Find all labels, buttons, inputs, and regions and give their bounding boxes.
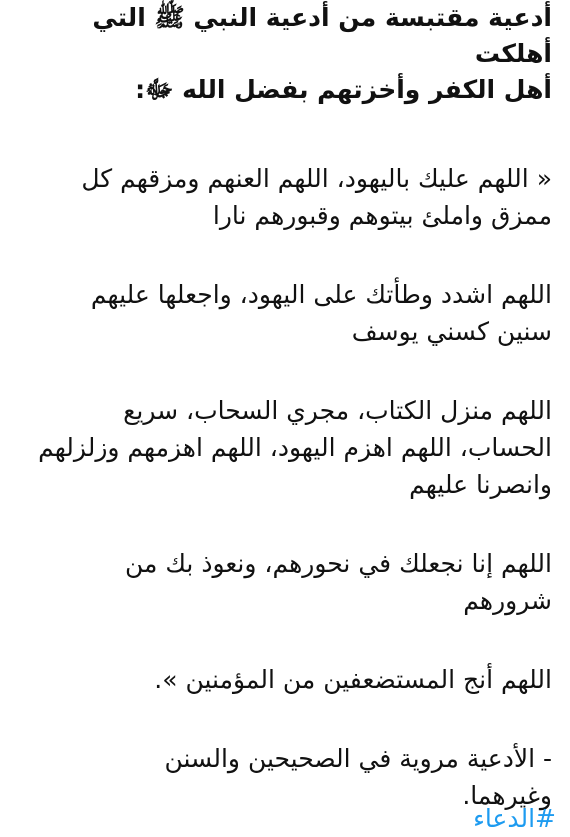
paragraph-line: اللهم اشدد وطأتك على اليهود، واجعلها عليهم [90, 280, 552, 309]
paragraph-line: وغيرهما. [462, 781, 552, 810]
paragraph-line: « اللهم عليك باليهود، اللهم العنهم ومزقهم كل [81, 164, 552, 193]
paragraph-line: شرورهم [463, 586, 552, 615]
post-body [14, 0, 552, 824]
paragraph-line: اللهم منزل الكتاب، مجري السحاب، سريع [123, 396, 552, 425]
prayer-paragraph [14, 661, 552, 698]
paragraph-line: ممزق واملئ بيتوهم وقبورهم نارا [212, 201, 552, 230]
paragraph-line: سنين كسني يوسف [351, 317, 552, 346]
prayer-paragraph [14, 160, 552, 234]
paragraph-line: اللهم إنا نجعلك في نحورهم، ونعوذ بك من [124, 549, 552, 578]
source-note [14, 740, 552, 814]
prayer-paragraph [14, 545, 552, 619]
title-line: أهل الكفر وأخزتهم بفضل الله ﷻ: [135, 75, 552, 104]
prayer-paragraph [14, 392, 552, 503]
title-line: أدعية مقتبسة من أدعية النبي ﷺ التي أهلكت [92, 3, 552, 68]
post-title [14, 0, 552, 108]
hashtag-link[interactable]: #الدعاء [473, 804, 556, 833]
paragraph-line: الحساب، اللهم اهزم اليهود، اللهم اهزمهم وزلزلهم [38, 433, 552, 462]
prayer-paragraph [14, 276, 552, 350]
paragraph-line: اللهم أنج المستضعفين من المؤمنين ». [154, 665, 552, 694]
paragraph-line: وانصرنا عليهم [409, 470, 552, 499]
paragraph-line: - الأدعية مروية في الصحيحين والسنن [164, 744, 552, 773]
